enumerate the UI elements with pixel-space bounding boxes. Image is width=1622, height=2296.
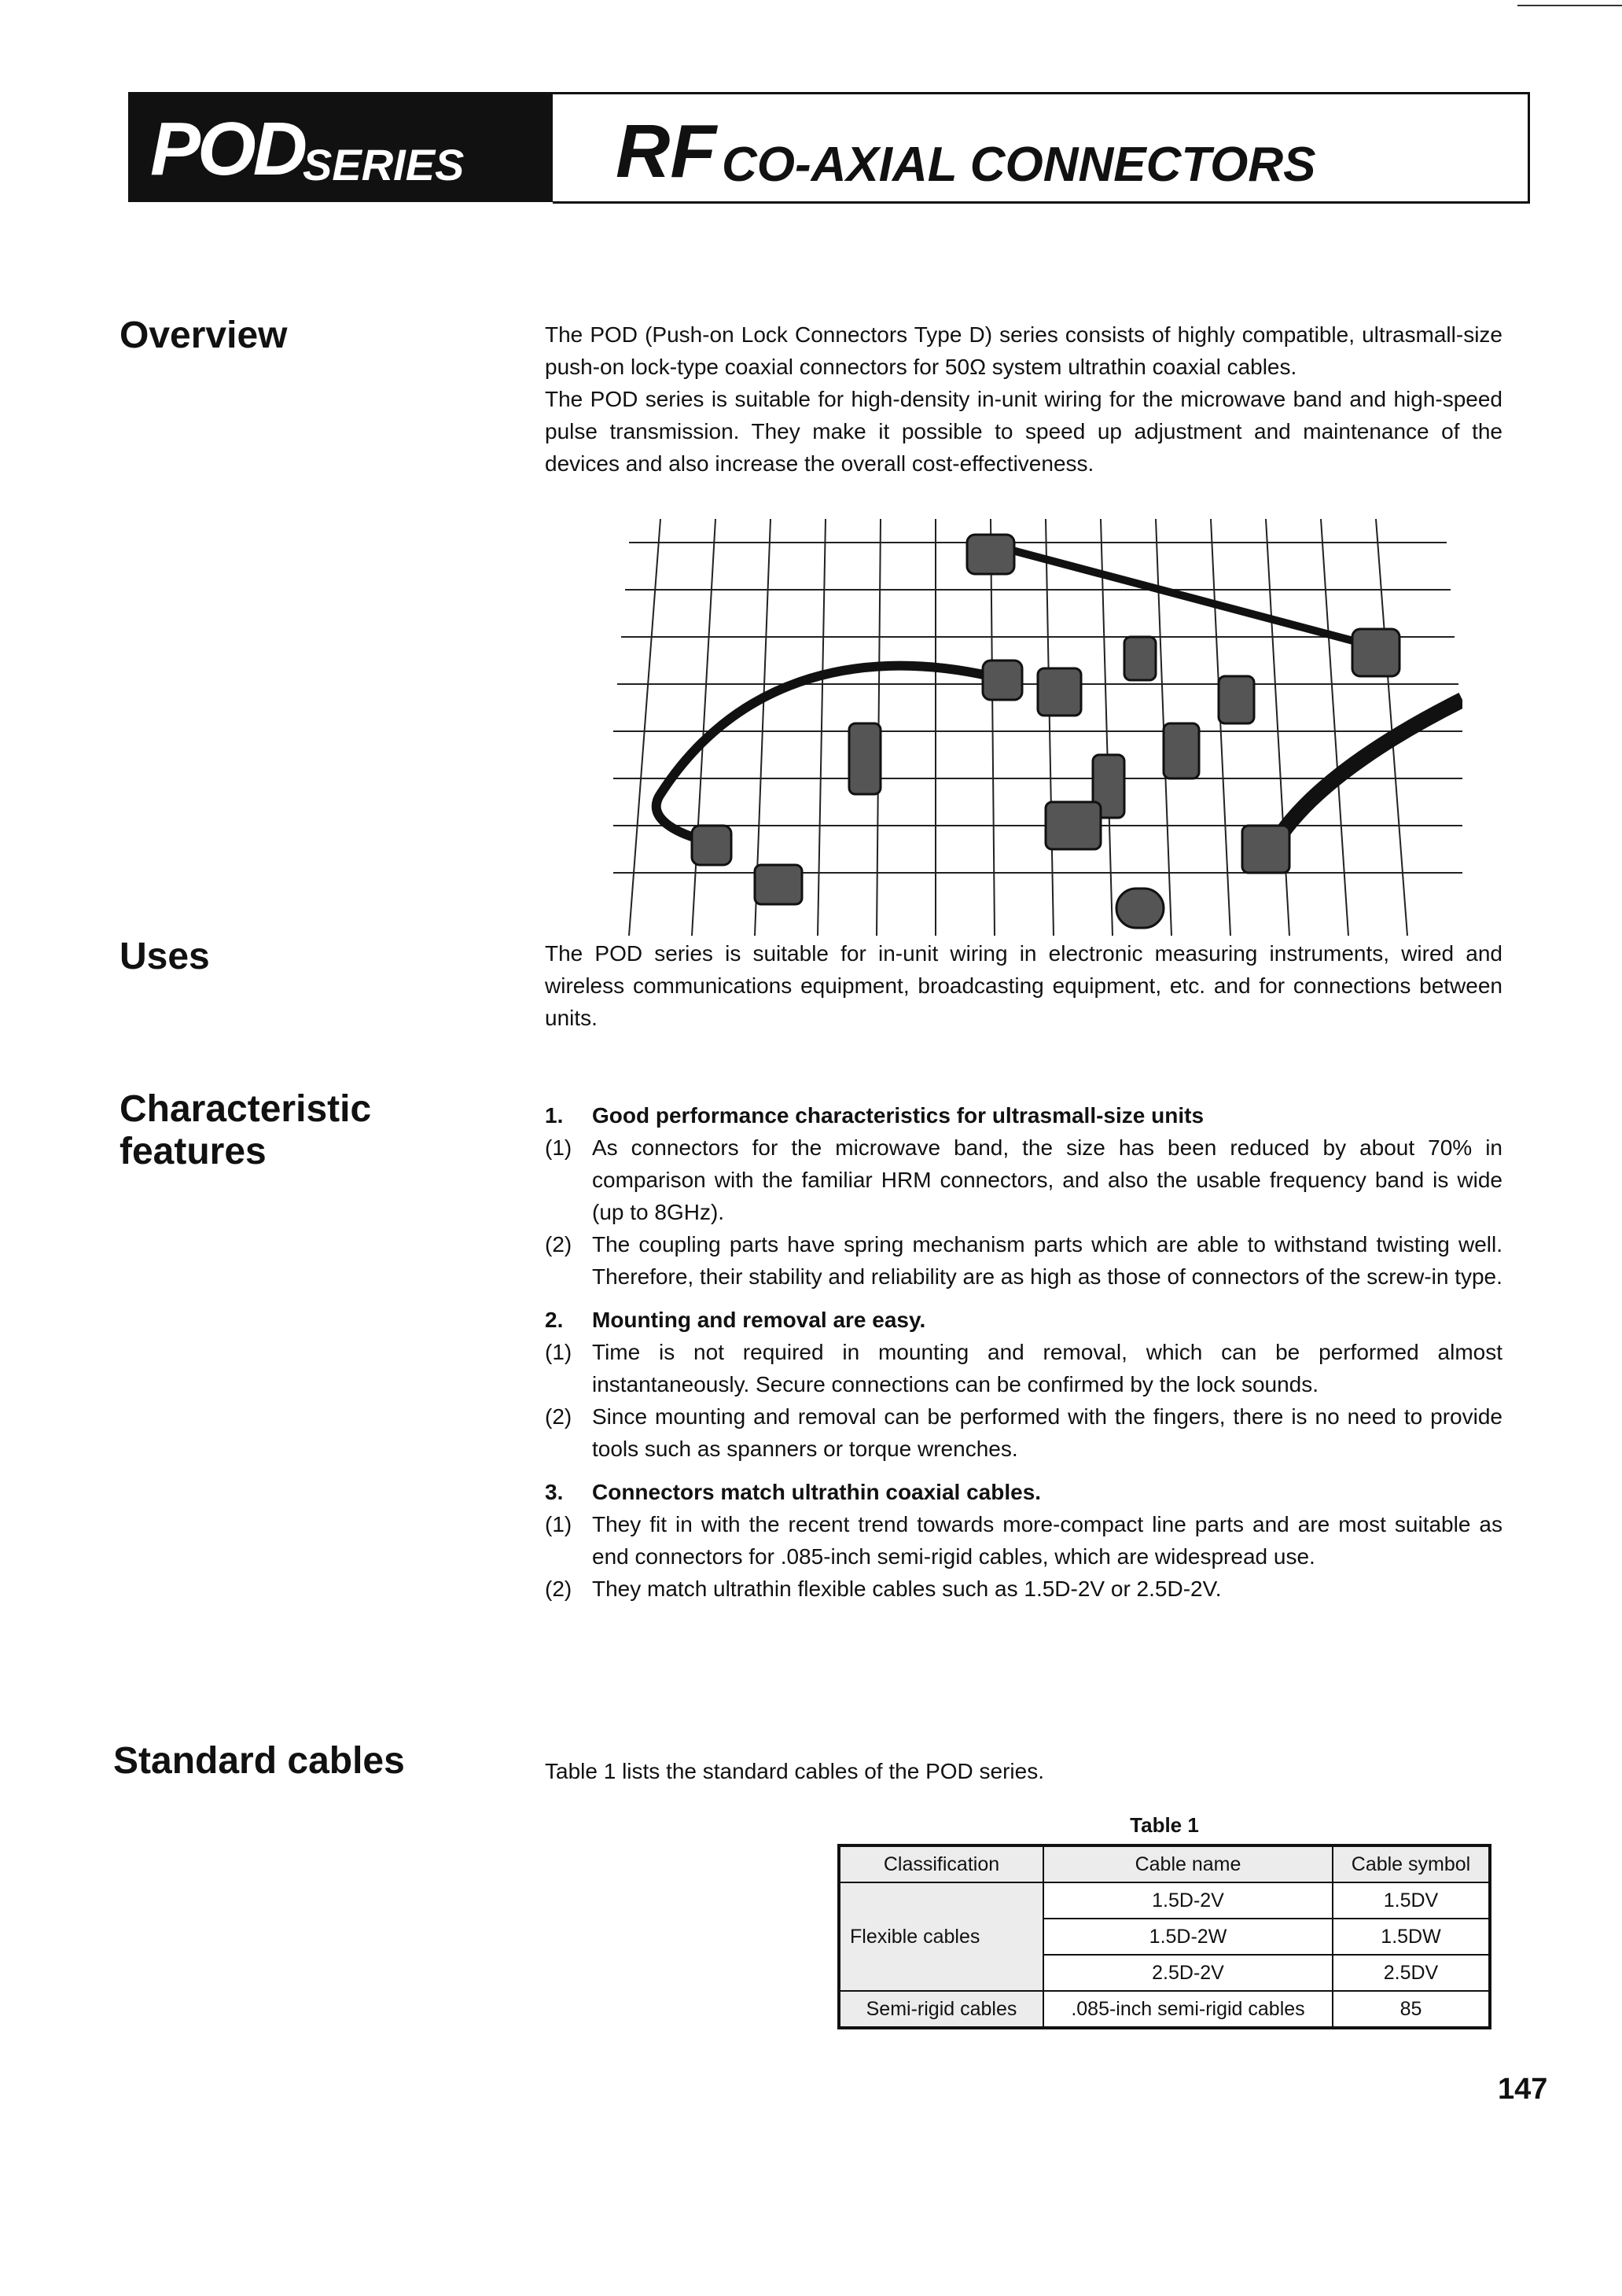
- features-heading-line: Characteristic: [120, 1088, 372, 1130]
- feature-title: Connectors match ultrathin coaxial cables.: [592, 1480, 1042, 1504]
- page-title: CO-AXIAL CONNECTORS: [722, 138, 1316, 192]
- table-row: [839, 1991, 1490, 2028]
- series-suffix: SERIES: [303, 140, 465, 189]
- feature-item: Since mounting and removal can be performed with the fingers, there is no need to provide tools such as spanners or torque wrenches.: [592, 1404, 1502, 1461]
- series-name: POD: [150, 107, 305, 191]
- uses-text: The POD series is suitable for in-unit wiring in electronic measuring instruments, wired and wireless communications equipment, broadcasting equipment, etc. and for connections between units.: [545, 941, 1502, 1030]
- column-header: Classification: [839, 1845, 1043, 1882]
- page-title-block: [553, 92, 1530, 204]
- standard-cables-table: [837, 1844, 1491, 2029]
- classification-cell: Semi-rigid cables: [839, 1991, 1043, 2028]
- feature-item: Time is not required in mounting and removal, which can be performed almost instantaneously. Secure connections can be confirmed by the lock sounds.: [592, 1340, 1502, 1396]
- feature-item: The coupling parts have spring mechanism parts which are able to withstand twisting well. Therefore, their stability and reliability are as high as those of connectors of the screw-in type.: [592, 1232, 1502, 1289]
- overview-text: [545, 318, 1502, 480]
- cable-symbol-cell: 1.5DV: [1333, 1882, 1490, 1919]
- table-row: [839, 1882, 1490, 1919]
- column-header: Cable symbol: [1333, 1845, 1490, 1882]
- item-number: (2): [545, 1232, 572, 1257]
- feature-number: 3.: [545, 1480, 564, 1504]
- feature-group: [545, 1304, 1502, 1465]
- table-caption: Table 1: [1130, 1813, 1199, 1837]
- feature-item: They match ultrathin flexible cables such as 1.5D-2V or 2.5D-2V.: [592, 1577, 1222, 1601]
- classification-cell: Flexible cables: [839, 1882, 1043, 1991]
- cable-name-cell: .085-inch semi-rigid cables: [1043, 1991, 1333, 2028]
- feature-group: [545, 1476, 1502, 1605]
- page-number: 147: [1498, 2073, 1548, 2106]
- cable-name-cell: 2.5D-2V: [1043, 1955, 1333, 1991]
- product-photo: [613, 519, 1462, 936]
- overview-paragraph: The POD series is suitable for high-density in-unit wiring for the microwave band and high-speed pulse transmission. They make it possible to speed up adjustment and maintenance of the devices and also increase the overall cost-effectiveness.: [545, 387, 1502, 476]
- cable-symbol-cell: 2.5DV: [1333, 1955, 1490, 1991]
- cable-name-cell: 1.5D-2W: [1043, 1919, 1333, 1955]
- features-heading: [120, 1088, 371, 1173]
- feature-number: 1.: [545, 1103, 564, 1128]
- feature-title: Good performance characteristics for ultrasmall-size units: [592, 1103, 1205, 1128]
- feature-number: 2.: [545, 1308, 564, 1332]
- overview-paragraph: The POD (Push-on Lock Connectors Type D) series consists of highly compatible, ultrasmall-size push-on lock-type coaxial connectors for 50Ω system ultrathin coaxial cables.: [545, 322, 1502, 379]
- overview-heading: Overview: [120, 315, 288, 356]
- item-number: (1): [545, 1340, 572, 1364]
- item-number: (1): [545, 1512, 572, 1536]
- table-header-row: [839, 1845, 1490, 1882]
- feature-title: Mounting and removal are easy.: [592, 1308, 926, 1332]
- item-number: (2): [545, 1577, 572, 1601]
- photo-grid: [613, 519, 1462, 936]
- column-header: Cable name: [1043, 1845, 1333, 1882]
- standard-cables-text: Table 1 lists the standard cables of the POD series.: [545, 1759, 1044, 1783]
- features-list: [545, 1088, 1502, 1605]
- top-rule: [1517, 5, 1622, 6]
- feature-item: As connectors for the microwave band, the size has been reduced by about 70% in comparison with the familiar HRM connectors, and also the usable frequency band is wide (up to 8GHz).: [592, 1135, 1502, 1224]
- cable-symbol-cell: 85: [1333, 1991, 1490, 2028]
- features-heading-line: features: [120, 1131, 267, 1172]
- standard-cables-heading: Standard cables: [113, 1740, 405, 1782]
- item-number: (2): [545, 1404, 572, 1429]
- uses-heading: Uses: [120, 936, 210, 977]
- cable-name-cell: 1.5D-2V: [1043, 1882, 1333, 1919]
- title-rf: RF: [616, 109, 716, 193]
- cable-symbol-cell: 1.5DW: [1333, 1919, 1490, 1955]
- series-label-block: [128, 92, 553, 202]
- feature-item: They fit in with the recent trend towards more-compact line parts and are most suitable as end connectors for .085-inch semi-rigid cables, which are widespread use.: [592, 1512, 1502, 1569]
- item-number: (1): [545, 1135, 572, 1160]
- feature-group: [545, 1099, 1502, 1293]
